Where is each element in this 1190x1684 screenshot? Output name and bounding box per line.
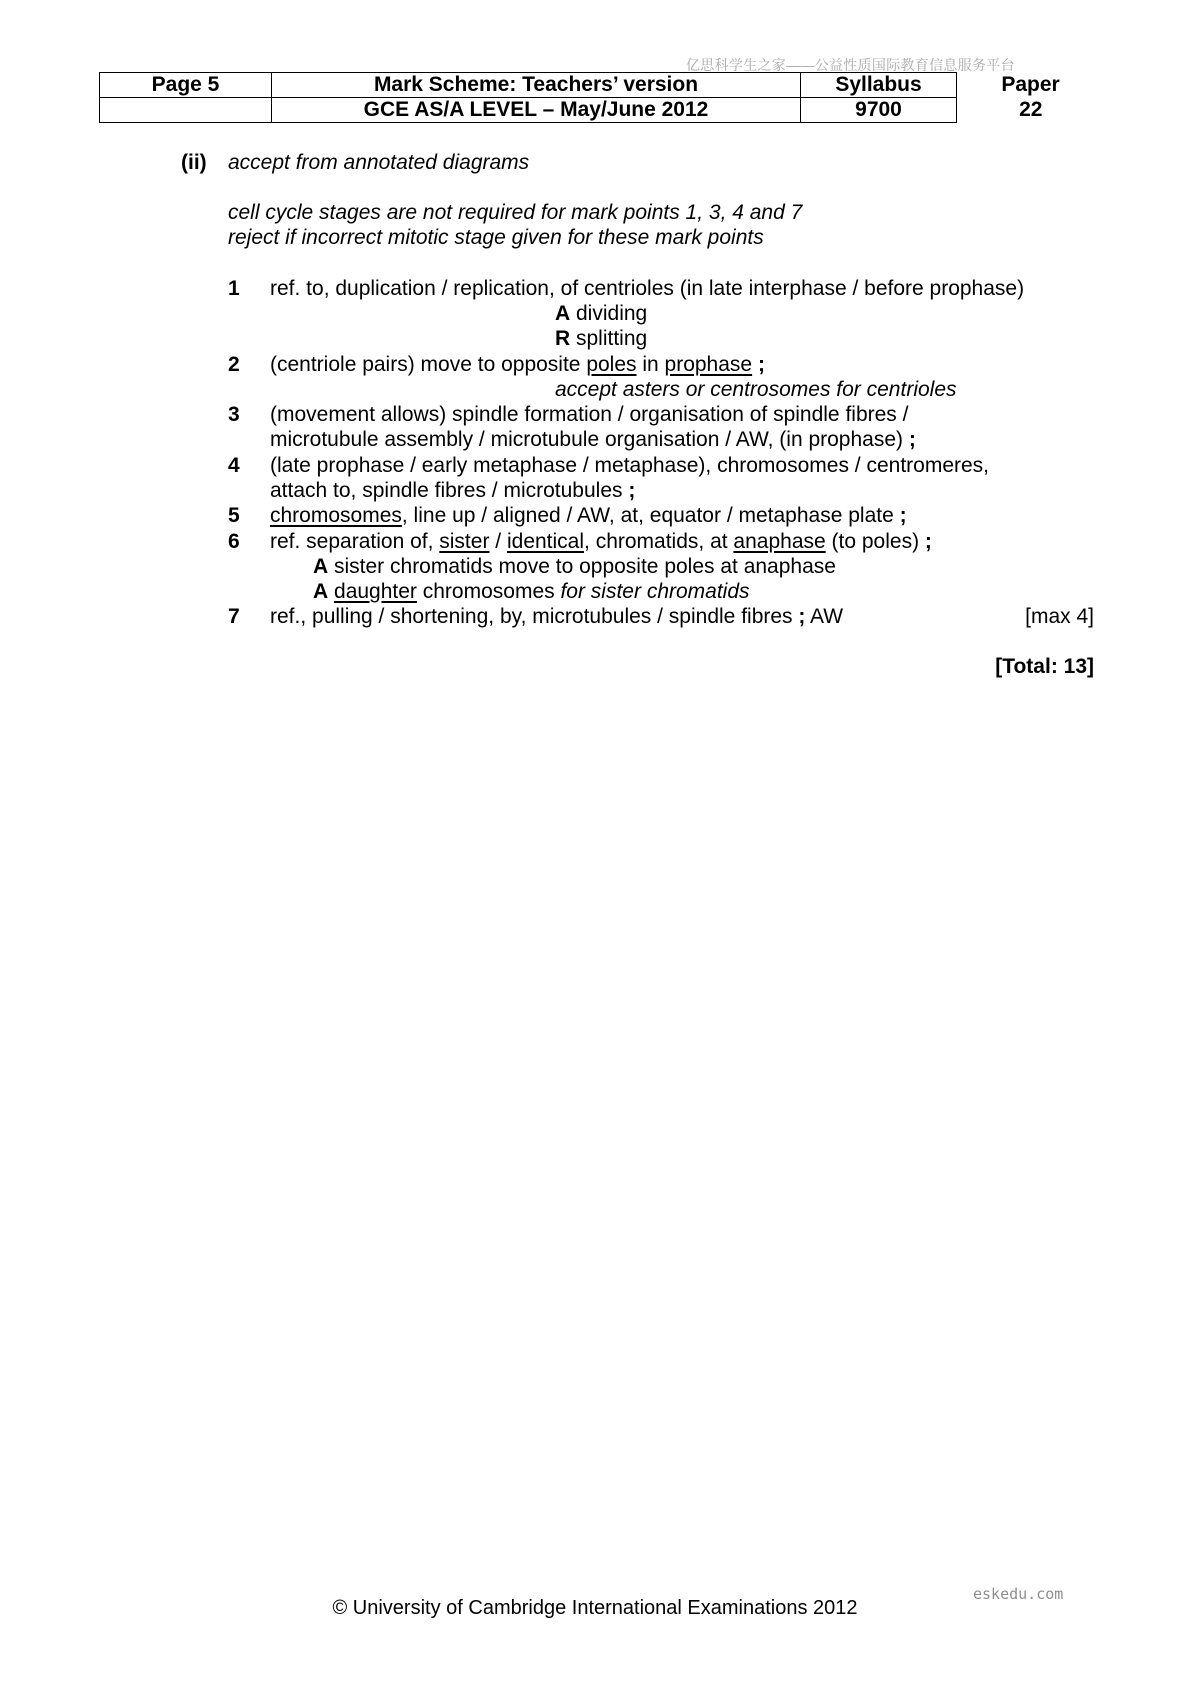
mark-separator: ; [903,428,916,451]
mark-separator: ; [752,353,765,376]
document-title: Mark Scheme: Teachers’ version [272,73,801,98]
point-6-keyword-identical: identical [506,530,585,553]
point-6-accept-1 [313,554,836,579]
point-1-reject [555,326,647,351]
point-2-note: accept asters or centrosomes for centrioles [555,378,957,401]
point-6-sep: / [489,530,507,553]
accept-marker: A [313,580,329,603]
header-table [99,72,1105,123]
copyright-footer: © University of Cambridge International Examinations 2012 [332,1597,858,1619]
section-note-2: reject if incorrect mitotic stage given for these mark points [228,226,764,249]
point-1-accept [555,301,647,326]
point-2-text [270,352,765,377]
mark-separator: ; [622,479,636,502]
accept-text: dividing [570,302,648,325]
point-7-main: ref., pulling / shortening, by, microtubules / spindle fibres [270,605,793,628]
point-number: 4 [228,454,240,477]
point-number: 7 [228,605,240,628]
point-6-accept-2 [313,579,750,604]
point-7-text [270,604,843,629]
section-note-1: cell cycle stages are not required for mark points 1, 3, 4 and 7 [228,201,803,224]
mark-separator: ; [919,530,932,553]
point-7-aw: AW [805,605,844,628]
point-number: 3 [228,403,240,426]
point-6-keyword-sister: sister [439,530,490,553]
point-6-mid: , chromatids, at [584,530,734,553]
syllabus-label: Syllabus [801,73,957,98]
paper-number: 22 [1019,98,1043,121]
point-number: 1 [228,277,240,300]
point-5-rest: , line up / aligned / AW, at, equator / metaphase plate [401,504,894,527]
point-number: 5 [228,504,240,527]
point-5-keyword-chromosomes: chromosomes [270,504,402,527]
exam-session: GCE AS/A LEVEL – May/June 2012 [272,98,801,123]
point-6-keyword-daughter: daughter [334,580,417,603]
accept-text: sister chromatids move to opposite poles at anaphase [328,555,836,578]
point-6-post: (to poles) [825,530,920,553]
point-4-line-1: (late prophase / early metaphase / metaphase), chromosomes / centromeres, [270,454,990,477]
mark-separator: ; [893,504,907,527]
point-2-keyword-prophase: prophase [664,353,753,376]
point-5-text [270,503,907,528]
point-6-text [270,529,932,554]
syllabus-code: 9700 [801,98,957,123]
watermark-top: 亿思科学生之家——公益性质国际教育信息服务平台 [686,57,1015,73]
point-6-keyword-anaphase: anaphase [733,530,826,553]
reject-text: splitting [570,327,648,350]
point-4-line-2-text: attach to, spindle fibres / microtubules [270,479,623,502]
accept-marker: A [313,555,329,578]
accept-marker: A [555,302,571,325]
point-3-line-2 [270,427,916,452]
max-marks: [max 4] [1025,605,1094,628]
section-label: (ii) [181,151,207,174]
point-1-text: ref. to, duplication / replication, of centrioles (in late interphase / before prophase) [270,277,1025,300]
section-intro: accept from annotated diagrams [228,151,530,174]
point-6-pre: ref. separation of, [270,530,440,553]
point-3-line-1: (movement allows) spindle formation / organisation of spindle fibres / [270,403,909,426]
point-4-line-2 [270,478,635,503]
point-2-pre: (centriole pairs) move to opposite [270,353,587,376]
mark-separator: ; [792,605,806,628]
page-number: Page 5 [100,73,272,98]
point-3-line-2-text: microtubule assembly / microtubule organisation / AW, (in prophase) [270,428,904,451]
paper-label: Paper [1001,73,1060,96]
point-number: 2 [228,353,240,376]
total-marks: [Total: 13] [995,655,1094,678]
header-empty-cell [100,98,272,123]
point-number: 6 [228,530,240,553]
point-2-mid: in [636,353,665,376]
reject-marker: R [555,327,571,350]
accept-qualifier: for sister chromatids [560,580,750,603]
point-2-keyword-poles: poles [586,353,637,376]
accept-text: chromosomes [416,580,561,603]
watermark-bottom: eskedu.com [973,1585,1064,1603]
